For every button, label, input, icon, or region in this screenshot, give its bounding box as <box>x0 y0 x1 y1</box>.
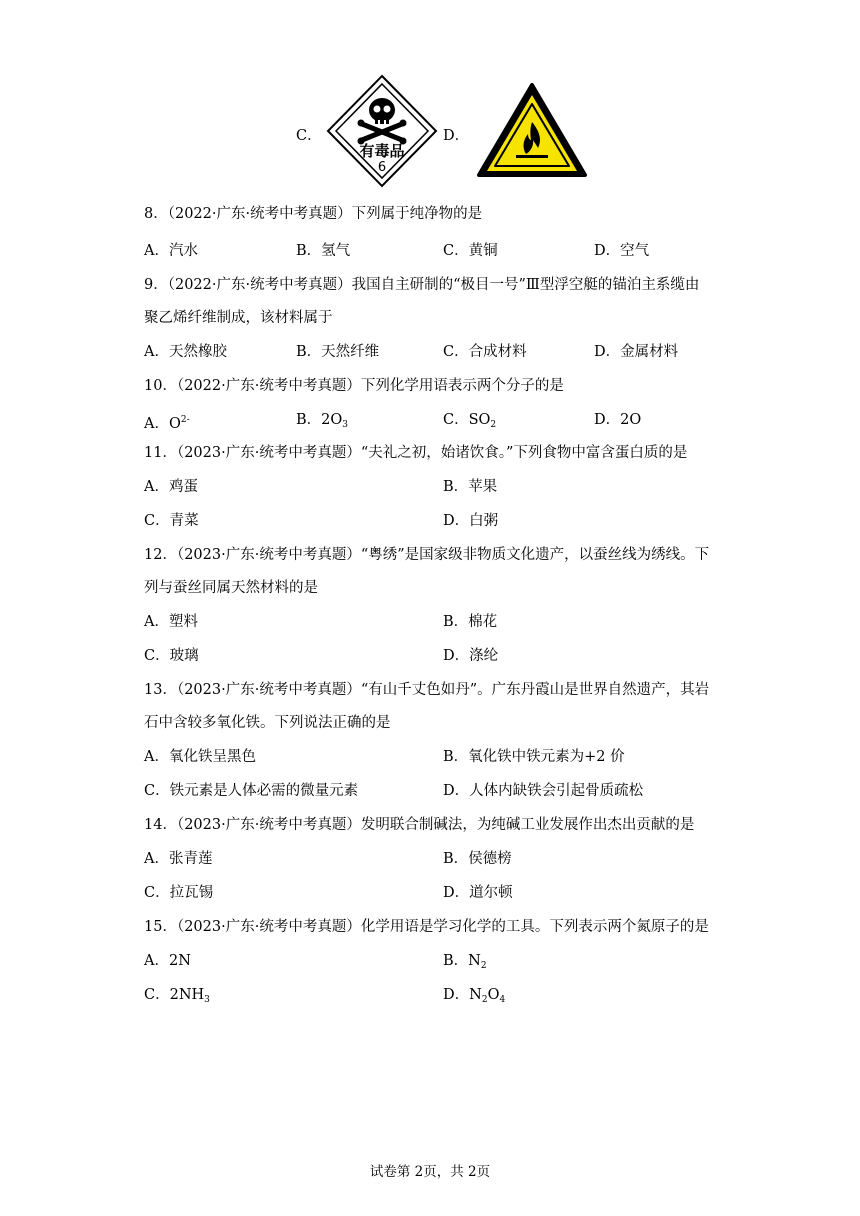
option-text: D．2O <box>594 412 642 428</box>
question-13-option-c[interactable]: C．铁元素是人体必需的微量元素 <box>144 783 359 799</box>
question-9-option-d[interactable]: D．金属材料 <box>594 344 679 360</box>
question-8-option-a[interactable]: A．汽水 <box>144 243 198 259</box>
question-14-option-b[interactable]: B．侯德榜 <box>443 851 512 867</box>
question-15-stem: 15．（2023·广东·统考中考真题）化学用语是学习化学的工具。下列表示两个氮原子的是 <box>144 919 709 935</box>
subscript: 3 <box>204 995 210 1005</box>
option-text-mid: O <box>487 987 500 1003</box>
option-text: A．2N <box>144 953 191 969</box>
question-12-option-a[interactable]: A．塑料 <box>144 614 198 630</box>
question-8-option-b[interactable]: B．氢气 <box>296 243 351 259</box>
subscript: 2 <box>481 995 488 1005</box>
option-c-label: C． <box>296 128 322 144</box>
question-14-stem: 14．（2023·广东·统考中考真题）发明联合制碱法，为纯碱工业发展作出杰出贡献的是 <box>144 817 695 833</box>
question-9-option-c[interactable]: C．合成材料 <box>443 344 527 360</box>
question-12-option-b[interactable]: B．棉花 <box>443 614 498 630</box>
question-13-stem-line-2: 石中含较多氧化铁。下列说法正确的是 <box>144 715 391 731</box>
question-15-option-b[interactable] <box>443 951 487 976</box>
toxic-sign-number: 6 <box>377 160 387 175</box>
question-11-stem: 11．（2023·广东·统考中考真题）“夫礼之初，始诸饮食。”下列食物中富含蛋白质的是 <box>144 445 688 461</box>
flammable-hazard-sign <box>476 82 588 178</box>
question-9-stem-line-2: 聚乙烯纤维制成，该材料属于 <box>144 310 333 326</box>
page-footer: 试卷第 2页，共 2页 <box>369 1164 491 1180</box>
question-11-option-c[interactable]: C．青菜 <box>144 513 199 529</box>
option-text: B．2O <box>296 412 343 428</box>
question-10-option-b[interactable] <box>296 410 348 435</box>
question-12-option-c[interactable]: C．玻璃 <box>144 648 199 664</box>
question-8-stem: 8．（2022·广东·统考中考真题）下列属于纯净物的是 <box>144 206 483 222</box>
question-13-option-b[interactable]: B．氧化铁中铁元素为+2 价 <box>443 749 625 765</box>
question-15-option-a[interactable] <box>144 951 191 971</box>
option-text: C．2NH <box>144 987 205 1003</box>
subscript: 3 <box>342 420 349 430</box>
question-12-stem-line-2: 列与蚕丝同属天然材料的是 <box>144 580 318 596</box>
question-9-stem-line-1: 9．（2022·广东·统考中考真题）我国自主研制的“极目一号”Ⅲ型浮空艇的锚泊主系缆由 <box>144 277 700 293</box>
question-9-option-b[interactable]: B．天然纤维 <box>296 344 380 360</box>
question-13-stem-line-1: 13．（2023·广东·统考中考真题）“有山千丈色如丹”。广东丹霞山是世界自然遗产，其岩 <box>144 682 710 698</box>
question-10-stem: 10．（2022·广东·统考中考真题）下列化学用语表示两个分子的是 <box>144 378 564 394</box>
question-12-option-d[interactable]: D．涤纶 <box>443 648 499 664</box>
toxic-sign-text: 有毒品 <box>359 142 405 160</box>
option-text: D．N <box>443 987 482 1003</box>
toxic-hazard-sign <box>326 74 438 188</box>
question-15-option-d[interactable] <box>443 985 505 1010</box>
option-text: B．N <box>443 953 481 969</box>
subscript: 4 <box>499 995 506 1005</box>
question-9-option-a[interactable]: A．天然橡胶 <box>144 344 227 360</box>
option-d-label: D． <box>443 128 470 144</box>
question-15-option-c[interactable] <box>144 985 210 1010</box>
question-14-option-c[interactable]: C．拉瓦锡 <box>144 885 214 901</box>
option-text: C．SO <box>443 412 491 428</box>
question-10-option-c[interactable] <box>443 410 496 435</box>
question-14-option-d[interactable]: D．道尔顿 <box>443 885 513 901</box>
option-text: A．O <box>144 416 181 432</box>
question-13-option-a[interactable]: A．氧化铁呈黑色 <box>144 749 256 765</box>
question-14-option-a[interactable]: A．张青莲 <box>144 851 213 867</box>
question-11-option-d[interactable]: D．白粥 <box>443 513 499 529</box>
question-10-option-d[interactable] <box>594 410 641 430</box>
flame-icon <box>476 82 588 178</box>
question-11-option-a[interactable]: A．鸡蛋 <box>144 479 198 495</box>
question-10-option-a[interactable] <box>144 410 190 434</box>
question-11-option-b[interactable]: B．苹果 <box>443 479 498 495</box>
question-8-option-c[interactable]: C．黄铜 <box>443 243 498 259</box>
subscript: 2 <box>480 961 487 971</box>
question-8-option-d[interactable]: D．空气 <box>594 243 650 259</box>
superscript-charge: 2- <box>180 415 190 425</box>
question-13-option-d[interactable]: D．人体内缺铁会引起骨质疏松 <box>443 783 644 799</box>
question-12-stem-line-1: 12．（2023·广东·统考中考真题）“粤绣”是国家级非物质文化遗产，以蚕丝线为绣线。下 <box>144 547 710 563</box>
subscript: 2 <box>490 420 497 430</box>
